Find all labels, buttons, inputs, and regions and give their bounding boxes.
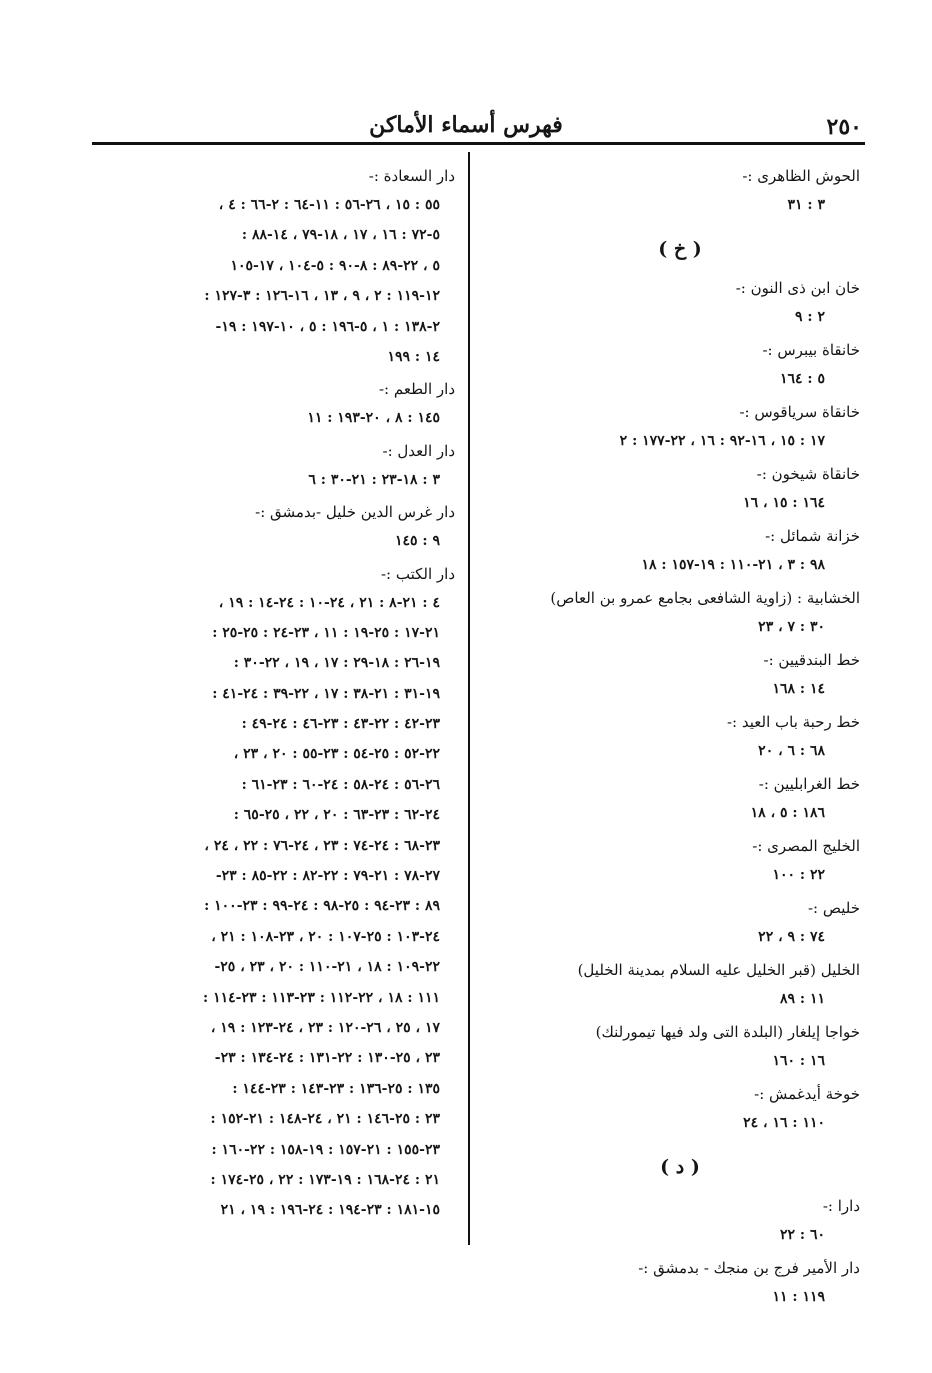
entry-references: ٢٦-٥٦ : ٢٤-٥٨ : ٢٤-٦٠ : ٢٣-٦١ : [241, 776, 440, 793]
index-entry [500, 646, 860, 708]
index-entry [500, 832, 860, 894]
column-divider [468, 152, 470, 1245]
index-entry [500, 1254, 860, 1316]
index-column-left [80, 162, 455, 1229]
index-entry [500, 460, 860, 522]
entry-references: ١٥-١٨١ : ٢٣-١٩٤ : ٢٤-١٩٦ : ١٩ ، ٢١ [220, 1202, 440, 1219]
entry-name: خليص :- [807, 899, 860, 917]
entry-references: ٢٢-٥٢ : ٢٥-٥٤ : ٢٣-٥٥ : ٢٠ ، ٢٣ ، [233, 746, 440, 763]
entry-name: الخشابية : (زاوية الشافعى بجامع عمرو بن العاص) [550, 589, 860, 607]
entry-name: دار الكتب :- [380, 564, 455, 583]
entry-name: الخليل (قبر الخليل عليه السلام بمدينة الخليل) [577, 961, 860, 979]
entry-name: دار السعادة :- [368, 167, 455, 185]
entry-references: ٩٨ : ٣ ، ٢١-١١٠ : ١٩-١٥٧ : ١٨ [641, 557, 825, 573]
entry-references: ١٩-٢٦ : ١٨-٢٩ : ١٧ ، ١٩ ، ٢٢-٣٠ : [233, 655, 440, 672]
index-entry [500, 398, 860, 460]
index-entry [80, 162, 455, 375]
entry-references: ٢٣-٦٨ : ٢٤-٧٤ : ٢٣ ، ٢٤-٧٦ : ٢٢ ، ٢٤ ، [204, 837, 440, 854]
entry-references: ١٩-٣١ : ٢١-٣٨ : ١٧ ، ٢٢-٣٩ : ٢٤-٤١ : [212, 685, 440, 702]
entry-references: ١١١ : ١٨ ، ٢٢-١١٢ : ٢٣-١١٣ : ٢٣-١١٤ : [203, 989, 440, 1006]
entry-references: ١٤٥ : ٨ ، ٢٠-١٩٣ : ١١ [307, 410, 440, 427]
entry-references: ٧٤ : ٩ ، ٢٢ [758, 929, 825, 945]
entry-references: ١٤ : ١٦٨ [772, 681, 825, 697]
entry-name: خط رحبة باب العيد :- [726, 713, 860, 731]
index-entry [500, 162, 860, 224]
index-entry [500, 336, 860, 398]
index-entry [500, 1080, 860, 1142]
entry-references: ٢٤-٦٢ : ٢٣-٦٣ : ٢٠ ، ٢٢ ، ٢٥-٦٥ : [233, 807, 440, 824]
entry-references: ٨٩ : ٢٣-٩٤ : ٢٥-٩٨ : ٢٤-٩٩ : ٢٣-١٠٠ : [204, 898, 440, 915]
entry-references: ٢٣-٤٢ : ٢٢-٤٣ : ٢٣-٤٦ : ٢٤-٤٩ : [241, 716, 440, 733]
index-column-right [500, 162, 860, 1316]
index-entry [500, 1018, 860, 1080]
entry-references: ٥ ، ٢٢-٨٩ : ٨-٩٠ : ٥-١٠٤ ، ١٧-١٠٥ [230, 257, 440, 274]
entry-references: ٢٢-١٠٩ : ١٨ ، ٢١-١١٠ : ٢٠ ، ٢٣ ، ٢٥- [214, 959, 440, 976]
entry-references: ٦٠ : ٢٢ [779, 1227, 825, 1243]
entry-references: ١٧ ، ٢٥ ، ٢٦-١٢٠ : ٢٣ ، ٢٤-١٢٣ : ١٩ ، [210, 1019, 440, 1036]
entry-references: ٣ : ٣١ [787, 197, 825, 213]
entry-references: ٢٢ : ١٠٠ [772, 867, 825, 883]
index-entry [500, 770, 860, 832]
index-entry [500, 1192, 860, 1254]
entry-name: دار غرس الدين خليل -بدمشق :- [255, 503, 455, 522]
index-entry [500, 956, 860, 1018]
index-entry [500, 584, 860, 646]
entry-references: ١٦٤ : ١٥ ، ١٦ [743, 495, 825, 511]
entry-name: خواجا إيلغار (البلدة التى ولد فيها تيمورلنك) [595, 1023, 860, 1041]
entry-references: ٢٣ : ٢٥-١٤٦ : ٢١ ، ٢٤-١٤٨ : ٢١-١٥٢ : [210, 1111, 440, 1128]
entry-name: خان ابن ذى النون :- [735, 279, 860, 297]
entry-references: ٣ : ١٨-٢٣ : ٢١-٣٠ : ٦ [308, 471, 440, 488]
index-entry [80, 375, 455, 436]
entry-references: ٢٤-١٠٣ : ٢٥-١٠٧ : ٢٠ ، ٢٣-١٠٨ : ٢١ ، [211, 928, 440, 945]
entry-references: ٢١ : ٢٤-١٦٨ : ١٩-١٧٣ : ٢٢ ، ٢٥-١٧٤ : [210, 1171, 440, 1188]
entry-name: خوخة أيدغمش :- [754, 1085, 860, 1103]
header-rule [92, 142, 865, 145]
entry-references: ١١٠ : ١٦ ، ٢٤ [743, 1115, 825, 1131]
entry-references: ٦٨ : ٦ ، ٢٠ [758, 743, 825, 759]
entry-references: ٢٣-١٥٥ : ٢١-١٥٧ : ١٩-١٥٨ : ٢٢-١٦٠ : [211, 1141, 440, 1158]
index-entry [500, 522, 860, 584]
entry-references: ٢٧-٧٨ : ٢١-٧٩ : ٢٢-٨٢ : ٢٢-٨٥ : ٢٣- [215, 868, 440, 885]
page-title: فهرس أسماء الأماكن [369, 112, 563, 138]
entry-name: دار العدل :- [382, 441, 455, 460]
entry-references: ٣٠ : ٧ ، ٢٣ [758, 619, 825, 635]
entry-references: ٢١-١٧ : ٢٥-١٩ : ١١ ، ٢٣-٢٤ : ٢٥-٢٥ : [212, 624, 440, 641]
entry-references: ١١٩ : ١١ [772, 1289, 825, 1305]
index-entry [500, 274, 860, 336]
entry-name: خزانة شمائل :- [765, 527, 860, 545]
index-entry [80, 498, 455, 559]
entry-references: ٢٣ ، ٢٥-١٣٠ : ٢٢-١٣١ : ٢٤-١٣٤ : ٢٣- [214, 1050, 440, 1067]
entry-references: ٥ : ١٦٤ [779, 371, 825, 387]
entry-name: خانقاة سرياقوس :- [739, 403, 860, 421]
entry-name: الحوش الظاهرى :- [742, 167, 860, 185]
entry-references: ١٣٥ : ٢٥-١٣٦ : ٢٣-١٤٣ : ٢٣-١٤٤ : [232, 1080, 440, 1097]
entry-references: ١٤ : ١٩٩ [387, 348, 440, 365]
entry-references: ٥-٧٢ : ١٦ ، ١٧ ، ١٨-٧٩ ، ١٤-٨٨ : [241, 227, 440, 244]
entry-name: خانقاة بيبرس :- [762, 341, 860, 359]
entry-references: ١٦ : ١٦٠ [772, 1053, 825, 1069]
letter-heading: ( خ ) [658, 238, 702, 260]
entry-references: ١١ : ٨٩ [779, 991, 825, 1007]
entry-references: ٩ : ١٤٥ [394, 533, 440, 550]
index-entry [80, 560, 455, 1229]
entry-name: دار الأمير فرج بن منجك - بدمشق :- [638, 1259, 860, 1277]
page-number: ٢٥٠ [826, 114, 862, 140]
entry-name: الخليج المصرى :- [752, 837, 860, 855]
index-entry [500, 894, 860, 956]
entry-references: ١٧ : ١٥ ، ١٦-٩٢ : ١٦ ، ٢٢-١٧٧ : ٢ [619, 433, 825, 449]
page-header [0, 0, 932, 150]
entry-references: ٢ : ٩ [795, 309, 825, 325]
entry-name: دار الطعم :- [378, 380, 455, 399]
entry-name: خط الغرابليين :- [758, 775, 860, 793]
entry-references: ٥٥ : ١٥ ، ٢٦-٥٦ : ١١-٦٤ : ٢-٦٦ : ٤ ، [218, 197, 440, 213]
entry-references: ١٨٦ : ٥ ، ١٨ [750, 805, 825, 821]
index-entry [80, 437, 455, 498]
entry-name: دارا :- [822, 1197, 860, 1215]
index-entry [500, 708, 860, 770]
entry-references: ٤ : ٢١-٨ : ٢١ ، ٢٤-١٠ : ٢٤-١٤ : ١٩ ، [218, 594, 440, 611]
entry-name: خانقاة شيخون :- [756, 465, 860, 483]
letter-heading: ( د ) [660, 1156, 700, 1178]
entry-references: ١٢-١١٩ : ٢ ، ٩ ، ١٣ ، ١٦-١٢٦ : ٣-١٢٧ : [204, 288, 440, 305]
entry-name: خط البندقيين :- [763, 651, 860, 669]
entry-references: ٢-١٣٨ : ١ ، ٥-١٩٦ : ٥ ، ١٠-١٩٧ : ١٩- [215, 318, 440, 335]
